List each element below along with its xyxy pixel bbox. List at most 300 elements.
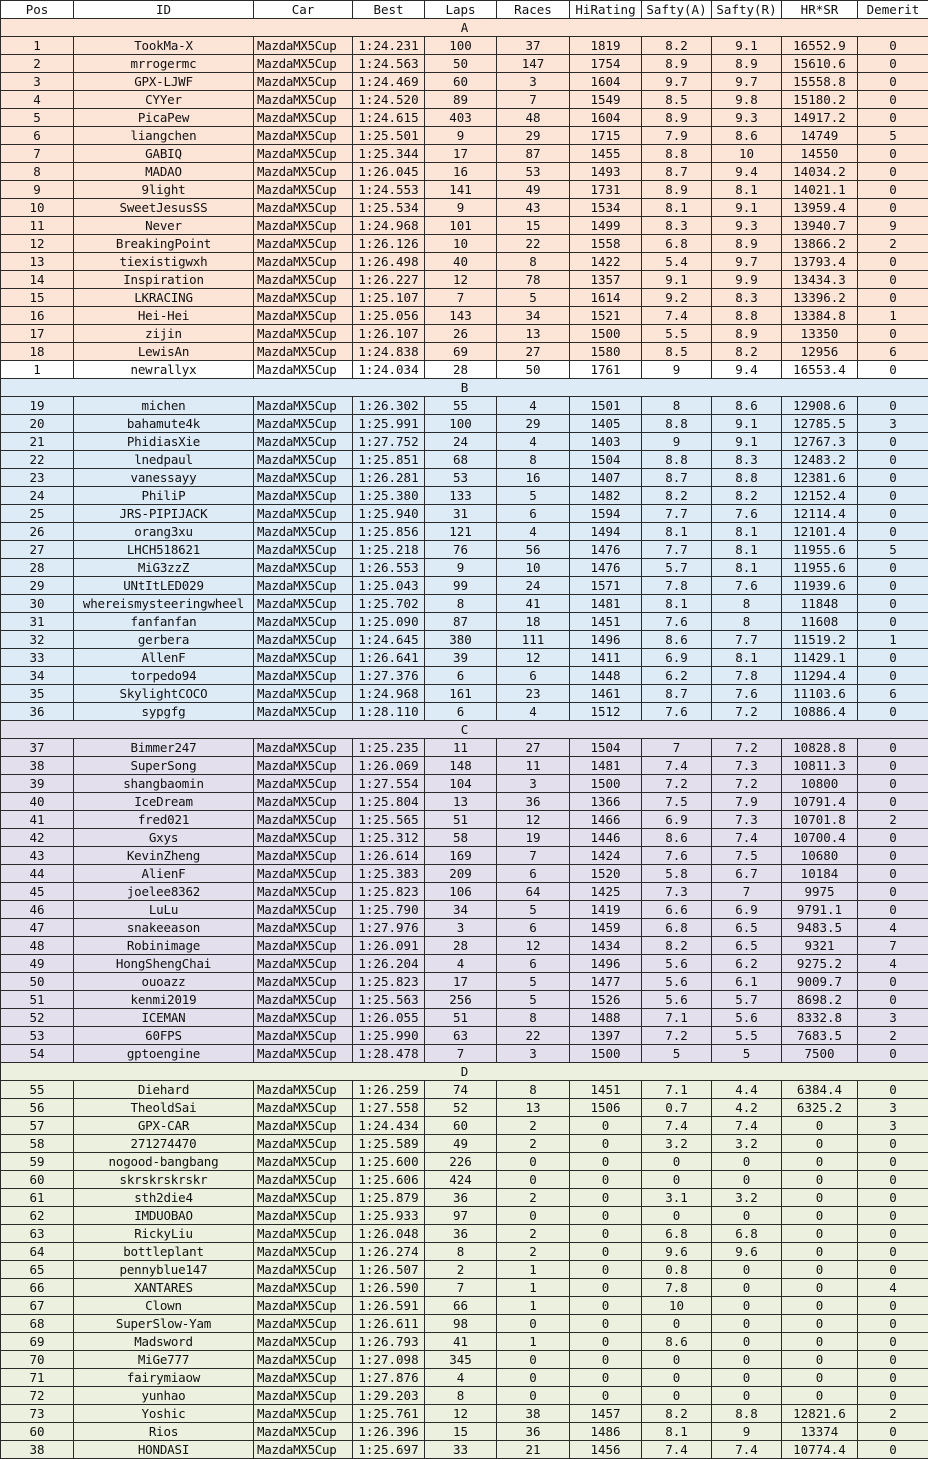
cell-safety-r: 7.4 [712,1117,782,1135]
cell-car: MazdaMX5Cup [254,901,353,919]
cell-hr-sr: 13866.2 [782,235,858,253]
cell-hr-sr: 0 [782,1333,858,1351]
cell-id: TookMa-X [74,37,254,55]
cell-safety-r: 9.9 [712,271,782,289]
table-row [1,1099,928,1117]
cell-laps: 51 [425,811,497,829]
cell-car: MazdaMX5Cup [254,1423,353,1441]
cell-car: MazdaMX5Cup [254,1279,353,1297]
cell-pos: 38 [1,757,74,775]
cell-pos: 2 [1,55,74,73]
cell-demerit: 0 [858,1351,928,1369]
cell-pos: 15 [1,289,74,307]
cell-safety-a: 7.8 [642,577,712,595]
cell-hr-sr: 0 [782,1387,858,1405]
table-row [1,217,928,235]
cell-hr-sr: 12152.4 [782,487,858,505]
cell-hirating: 1494 [570,523,642,541]
cell-pos: 39 [1,775,74,793]
cell-hr-sr: 0 [782,1369,858,1387]
cell-safety-r: 5 [712,1045,782,1063]
cell-id: PicaPew [74,109,254,127]
cell-safety-r: 7.6 [712,505,782,523]
cell-car: MazdaMX5Cup [254,1351,353,1369]
cell-races: 0 [497,1315,570,1333]
cell-hr-sr: 13940.7 [782,217,858,235]
cell-best: 1:26.498 [353,253,425,271]
cell-hr-sr: 11608 [782,613,858,631]
cell-id: tiexistigwxh [74,253,254,271]
cell-races: 8 [497,1081,570,1099]
cell-car: MazdaMX5Cup [254,361,353,379]
cell-races: 6 [497,955,570,973]
cell-safety-a: 0 [642,1153,712,1171]
cell-pos: 17 [1,325,74,343]
table-row [1,811,928,829]
cell-hirating: 0 [570,1261,642,1279]
cell-pos: 55 [1,1081,74,1099]
cell-races: 147 [497,55,570,73]
cell-car: MazdaMX5Cup [254,55,353,73]
cell-hirating: 0 [570,1279,642,1297]
cell-hr-sr: 0 [782,1243,858,1261]
cell-laps: 28 [425,361,497,379]
cell-races: 11 [497,757,570,775]
cell-id: LewisAn [74,343,254,361]
cell-safety-r: 4.4 [712,1081,782,1099]
cell-id: bahamute4k [74,415,254,433]
cell-races: 13 [497,325,570,343]
cell-pos: 72 [1,1387,74,1405]
cell-best: 1:26.045 [353,163,425,181]
cell-safety-a: 7.6 [642,847,712,865]
cell-id: RickyLiu [74,1225,254,1243]
cell-safety-r: 7.5 [712,847,782,865]
cell-hr-sr: 14021.1 [782,181,858,199]
cell-laps: 17 [425,973,497,991]
group-label: A [1,19,928,37]
cell-safety-r: 4.2 [712,1099,782,1117]
cell-safety-r: 8.1 [712,541,782,559]
col-header-best: Best [353,1,425,19]
cell-laps: 31 [425,505,497,523]
cell-demerit: 0 [858,649,928,667]
cell-demerit: 3 [858,415,928,433]
cell-id: SkylightCOCO [74,685,254,703]
cell-safety-a: 7.6 [642,613,712,631]
cell-hr-sr: 14034.2 [782,163,858,181]
cell-races: 49 [497,181,570,199]
cell-races: 23 [497,685,570,703]
cell-laps: 76 [425,541,497,559]
table-row [1,523,928,541]
cell-id: Robinimage [74,937,254,955]
cell-safety-r: 7.6 [712,577,782,595]
cell-hr-sr: 12381.6 [782,469,858,487]
cell-best: 1:25.761 [353,1405,425,1423]
cell-id: snakeeason [74,919,254,937]
cell-id: mrrogermc [74,55,254,73]
cell-demerit: 0 [858,55,928,73]
cell-safety-r: 6.5 [712,919,782,937]
cell-best: 1:25.235 [353,739,425,757]
cell-car: MazdaMX5Cup [254,1207,353,1225]
table-row [1,1009,928,1027]
group-label: C [1,721,928,739]
cell-id: BreakingPoint [74,235,254,253]
table-row [1,1387,928,1405]
cell-races: 0 [497,1387,570,1405]
cell-safety-r: 9.4 [712,361,782,379]
cell-safety-a: 0 [642,1171,712,1189]
cell-safety-r: 0 [712,1153,782,1171]
table-row [1,1423,928,1441]
col-header-id: ID [74,1,254,19]
cell-safety-a: 5.6 [642,991,712,1009]
cell-car: MazdaMX5Cup [254,253,353,271]
cell-races: 38 [497,1405,570,1423]
cell-demerit: 0 [858,37,928,55]
cell-id: torpedo94 [74,667,254,685]
table-row [1,577,928,595]
cell-laps: 101 [425,217,497,235]
col-header-hr-sr: HR*SR [782,1,858,19]
cell-id: pennyblue147 [74,1261,254,1279]
cell-best: 1:26.302 [353,397,425,415]
cell-hirating: 0 [570,1153,642,1171]
cell-pos: 44 [1,865,74,883]
cell-safety-a: 8.6 [642,1333,712,1351]
table-row [1,91,928,109]
table-row [1,1189,928,1207]
cell-safety-a: 0 [642,1351,712,1369]
cell-laps: 49 [425,1135,497,1153]
cell-car: MazdaMX5Cup [254,523,353,541]
cell-hr-sr: 9791.1 [782,901,858,919]
cell-pos: 32 [1,631,74,649]
cell-races: 22 [497,235,570,253]
cell-demerit: 0 [858,847,928,865]
cell-demerit: 0 [858,613,928,631]
cell-demerit: 0 [858,451,928,469]
cell-races: 2 [497,1189,570,1207]
cell-hirating: 0 [570,1333,642,1351]
table-row [1,1261,928,1279]
cell-safety-a: 8.1 [642,199,712,217]
cell-safety-r: 8.6 [712,127,782,145]
cell-best: 1:25.606 [353,1171,425,1189]
cell-hirating: 1493 [570,163,642,181]
cell-safety-a: 9.1 [642,271,712,289]
cell-demerit: 0 [858,271,928,289]
cell-safety-a: 8.7 [642,163,712,181]
cell-pos: 48 [1,937,74,955]
cell-laps: 9 [425,199,497,217]
cell-safety-a: 5.8 [642,865,712,883]
cell-pos: 8 [1,163,74,181]
table-row [1,739,928,757]
cell-pos: 18 [1,343,74,361]
cell-best: 1:26.227 [353,271,425,289]
cell-car: MazdaMX5Cup [254,289,353,307]
cell-pos: 29 [1,577,74,595]
cell-car: MazdaMX5Cup [254,883,353,901]
cell-pos: 58 [1,1135,74,1153]
cell-hirating: 0 [570,1297,642,1315]
cell-id: lnedpaul [74,451,254,469]
table-row [1,1117,928,1135]
cell-car: MazdaMX5Cup [254,1189,353,1207]
cell-safety-r: 0 [712,1279,782,1297]
cell-hr-sr: 0 [782,1207,858,1225]
cell-car: MazdaMX5Cup [254,1387,353,1405]
cell-laps: 51 [425,1009,497,1027]
cell-car: MazdaMX5Cup [254,811,353,829]
cell-car: MazdaMX5Cup [254,559,353,577]
cell-safety-a: 10 [642,1297,712,1315]
cell-car: MazdaMX5Cup [254,1441,353,1459]
cell-safety-a: 8.2 [642,37,712,55]
cell-races: 5 [497,973,570,991]
cell-id: GPX-LJWF [74,73,254,91]
cell-safety-a: 6.6 [642,901,712,919]
cell-laps: 40 [425,253,497,271]
table-row [1,127,928,145]
cell-laps: 36 [425,1225,497,1243]
cell-id: XANTARES [74,1279,254,1297]
cell-best: 1:24.645 [353,631,425,649]
cell-races: 5 [497,991,570,1009]
cell-laps: 209 [425,865,497,883]
cell-demerit: 2 [858,1027,928,1045]
table-row [1,1225,928,1243]
cell-hirating: 1481 [570,595,642,613]
cell-hirating: 1486 [570,1423,642,1441]
cell-id: gerbera [74,631,254,649]
cell-laps: 63 [425,1027,497,1045]
cell-pos: 54 [1,1045,74,1063]
cell-demerit: 0 [858,1297,928,1315]
cell-car: MazdaMX5Cup [254,703,353,721]
cell-safety-r: 5.6 [712,1009,782,1027]
cell-pos: 46 [1,901,74,919]
cell-car: MazdaMX5Cup [254,1297,353,1315]
table-row [1,703,928,721]
cell-safety-a: 7.2 [642,775,712,793]
cell-hirating: 1819 [570,37,642,55]
cell-safety-r: 9.1 [712,37,782,55]
cell-car: MazdaMX5Cup [254,1333,353,1351]
cell-pos: 9 [1,181,74,199]
cell-races: 2 [497,1135,570,1153]
cell-car: MazdaMX5Cup [254,1153,353,1171]
table-row [1,109,928,127]
cell-pos: 10 [1,199,74,217]
cell-demerit: 0 [858,109,928,127]
cell-laps: 11 [425,739,497,757]
cell-car: MazdaMX5Cup [254,235,353,253]
cell-best: 1:24.968 [353,217,425,235]
cell-races: 6 [497,667,570,685]
table-row [1,397,928,415]
cell-best: 1:26.055 [353,1009,425,1027]
cell-races: 16 [497,469,570,487]
cell-demerit: 0 [858,433,928,451]
cell-safety-a: 8.1 [642,1423,712,1441]
cell-id: CYYer [74,91,254,109]
cell-demerit: 0 [858,1261,928,1279]
cell-demerit: 5 [858,541,928,559]
cell-best: 1:27.098 [353,1351,425,1369]
cell-safety-r: 9 [712,1423,782,1441]
table-row [1,1351,928,1369]
cell-hirating: 1459 [570,919,642,937]
cell-hirating: 1754 [570,55,642,73]
cell-pos: 66 [1,1279,74,1297]
table-row [1,433,928,451]
cell-id: PhidiasXie [74,433,254,451]
cell-id: Clown [74,1297,254,1315]
cell-hr-sr: 11939.6 [782,577,858,595]
group-header-row [1,19,928,37]
cell-pos: 63 [1,1225,74,1243]
table-row [1,235,928,253]
table-row [1,1027,928,1045]
cell-safety-a: 5 [642,1045,712,1063]
cell-hr-sr: 11848 [782,595,858,613]
cell-car: MazdaMX5Cup [254,487,353,505]
cell-id: UNtItLED029 [74,577,254,595]
header-row [1,1,928,19]
cell-id: IceDream [74,793,254,811]
cell-safety-r: 10 [712,145,782,163]
cell-hr-sr: 11519.2 [782,631,858,649]
table-row [1,793,928,811]
cell-safety-r: 8.9 [712,235,782,253]
cell-races: 12 [497,649,570,667]
cell-id: ouoazz [74,973,254,991]
cell-laps: 16 [425,163,497,181]
cell-best: 1:26.611 [353,1315,425,1333]
cell-id: sypgfg [74,703,254,721]
cell-pos: 50 [1,973,74,991]
cell-pos: 38 [1,1441,74,1459]
table-row [1,163,928,181]
cell-hr-sr: 10700.4 [782,829,858,847]
cell-hirating: 1476 [570,559,642,577]
cell-hirating: 1422 [570,253,642,271]
cell-pos: 1 [1,37,74,55]
cell-hr-sr: 8698.2 [782,991,858,1009]
group-header-row [1,721,928,739]
cell-demerit: 6 [858,343,928,361]
cell-id: zijin [74,325,254,343]
cell-hirating: 1451 [570,613,642,631]
cell-id: Madsword [74,1333,254,1351]
cell-laps: 13 [425,793,497,811]
cell-demerit: 0 [858,325,928,343]
cell-safety-a: 3.1 [642,1189,712,1207]
cell-car: MazdaMX5Cup [254,1315,353,1333]
cell-hirating: 1500 [570,325,642,343]
cell-id: GPX-CAR [74,1117,254,1135]
cell-demerit: 0 [858,1441,928,1459]
table-row [1,955,928,973]
cell-safety-a: 8.8 [642,451,712,469]
cell-pos: 33 [1,649,74,667]
cell-laps: 53 [425,469,497,487]
cell-safety-a: 7.9 [642,127,712,145]
cell-id: joelee8362 [74,883,254,901]
cell-pos: 71 [1,1369,74,1387]
table-row [1,1171,928,1189]
group-header-row [1,1063,928,1081]
table-row [1,289,928,307]
cell-pos: 22 [1,451,74,469]
cell-hirating: 1506 [570,1099,642,1117]
cell-laps: 99 [425,577,497,595]
cell-hirating: 0 [570,1135,642,1153]
cell-best: 1:25.563 [353,991,425,1009]
cell-safety-a: 8.5 [642,91,712,109]
cell-hirating: 1496 [570,631,642,649]
cell-demerit: 0 [858,883,928,901]
cell-safety-a: 0 [642,1207,712,1225]
cell-pos: 68 [1,1315,74,1333]
cell-laps: 97 [425,1207,497,1225]
cell-races: 36 [497,793,570,811]
cell-laps: 7 [425,1279,497,1297]
cell-id: JRS-PIPIJACK [74,505,254,523]
cell-pos: 60 [1,1423,74,1441]
cell-laps: 69 [425,343,497,361]
cell-hirating: 1419 [570,901,642,919]
cell-races: 56 [497,541,570,559]
cell-best: 1:26.107 [353,325,425,343]
cell-best: 1:26.590 [353,1279,425,1297]
table-row [1,253,928,271]
cell-hr-sr: 0 [782,1189,858,1207]
cell-id: IMDUOBAO [74,1207,254,1225]
cell-demerit: 0 [858,289,928,307]
cell-laps: 50 [425,55,497,73]
cell-car: MazdaMX5Cup [254,1099,353,1117]
cell-best: 1:25.697 [353,1441,425,1459]
cell-hr-sr: 14550 [782,145,858,163]
cell-best: 1:26.126 [353,235,425,253]
cell-laps: 9 [425,559,497,577]
cell-demerit: 0 [858,1225,928,1243]
cell-hr-sr: 11294.4 [782,667,858,685]
cell-hirating: 1477 [570,973,642,991]
cell-safety-a: 8.9 [642,109,712,127]
cell-hirating: 1526 [570,991,642,1009]
cell-hirating: 1715 [570,127,642,145]
cell-laps: 3 [425,919,497,937]
cell-demerit: 2 [858,811,928,829]
cell-laps: 33 [425,1441,497,1459]
cell-hirating: 1434 [570,937,642,955]
cell-id: orang3xu [74,523,254,541]
cell-hr-sr: 12483.2 [782,451,858,469]
cell-laps: 148 [425,757,497,775]
col-header-laps: Laps [425,1,497,19]
cell-demerit: 1 [858,631,928,649]
cell-laps: 60 [425,73,497,91]
cell-hirating: 1457 [570,1405,642,1423]
cell-best: 1:25.823 [353,883,425,901]
cell-id: 60FPS [74,1027,254,1045]
